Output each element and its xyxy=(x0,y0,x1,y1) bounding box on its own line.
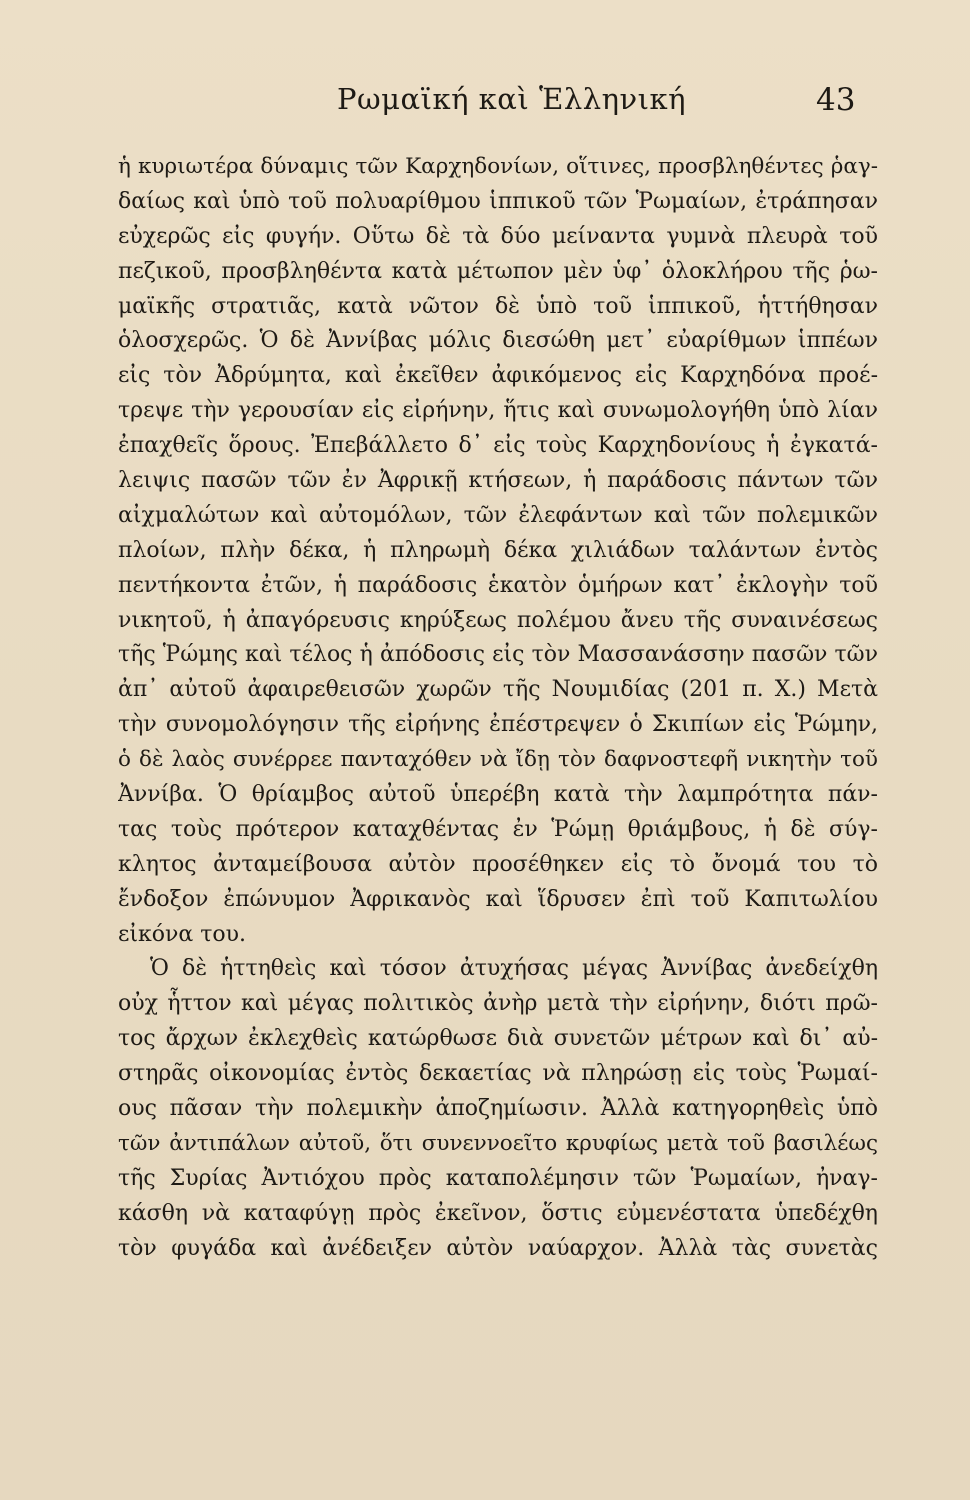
text-line: Ἀννίβα. Ὁ θρίαμβος αὐτοῦ ὑπερέβη κατὰ τὴν λαμπρότητα πάν- xyxy=(118,782,878,808)
running-title: Ρωμαϊκή καὶ Ἑλληνική xyxy=(337,82,687,116)
text-line: εἰς τὸν Ἀδρύμητα, καὶ ἐκεῖθεν ἀφικόμενος εἰς Καρχηδόνα προέ- xyxy=(118,363,878,389)
text-line: ἀπ᾽ αὐτοῦ ἀφαιρεθεισῶν χωρῶν τῆς Νουμιδίας (201 π. Χ.) Μετὰ xyxy=(118,677,878,703)
text-line: πεζικοῦ, προσβληθέντα κατὰ μέτωπον μὲν ὑφ᾽ ὁλοκλήρου τῆς ῥω- xyxy=(118,258,878,284)
text-line: ἔνδοξον ἐπώνυμον Ἀφρικανὸς καὶ ἵδρυσεν ἐπὶ τοῦ Καπιτωλίου xyxy=(118,886,878,912)
page-header xyxy=(0,82,970,130)
text-line: τῆς Ῥώμης καὶ τέλος ἡ ἀπόδοσις εἰς τὸν Μασσανάσσην πασῶν τῶν xyxy=(118,642,878,668)
text-line: τρεψε τὴν γερουσίαν εἰς εἰρήνην, ἥτις καὶ συνωμολογήθη ὑπὸ λίαν xyxy=(118,398,878,424)
text-line: κλητος ἀνταμείβουσα αὐτὸν προσέθηκεν εἰς τὸ ὄνομά του τὸ xyxy=(118,851,878,877)
text-line: τῆς Συρίας Ἀντιόχου πρὸς καταπολέμησιν τῶν Ῥωμαίων, ἠναγ- xyxy=(118,1165,878,1191)
text-line: στηρᾶς οἰκονομίας ἐντὸς δεκαετίας νὰ πληρώσῃ εἰς τοὺς Ῥωμαί- xyxy=(118,1061,878,1087)
text-line: τος ἄρχων ἐκλεχθεὶς κατώρθωσε διὰ συνετῶν μέτρων καὶ δι᾽ αὐ- xyxy=(118,1026,878,1052)
text-line: τὸν φυγάδα καὶ ἀνέδειξεν αὐτὸν ναύαρχον. Ἀλλὰ τὰς συνετὰς xyxy=(118,1235,878,1261)
text-line: ους πᾶσαν τὴν πολεμικὴν ἀποζημίωσιν. Ἀλλὰ κατηγορηθεὶς ὑπὸ xyxy=(118,1096,878,1122)
text-line: τὴν συνομολόγησιν τῆς εἰρήνης ἐπέστρεψεν ὁ Σκιπίων εἰς Ῥώμην, xyxy=(118,712,878,738)
text-line: ὁλοσχερῶς. Ὁ δὲ Ἀννίβας μόλις διεσώθη μετ᾽ εὐαρίθμων ἱππέων xyxy=(118,328,878,354)
text-line: κάσθη νὰ καταφύγῃ πρὸς ἐκεῖνον, ὅστις εὐμενέστατα ὑπεδέχθη xyxy=(118,1200,878,1226)
text-line: ἐπαχθεῖς ὅρους. Ἐπεβάλλετο δ᾽ εἰς τοὺς Καρχηδονίους ἡ ἐγκατά- xyxy=(118,433,878,459)
page-number: 43 xyxy=(816,82,856,118)
text-line: ἡ κυριωτέρα δύναμις τῶν Καρχηδονίων, οἵτινες, προσβληθέντες ῥαγ- xyxy=(118,154,878,179)
text-line: εὐχερῶς εἰς φυγήν. Οὕτω δὲ τὰ δύο μείναντα γυμνὰ πλευρὰ τοῦ xyxy=(118,223,878,249)
text-line: τῶν ἀντιπάλων αὐτοῦ, ὅτι συνεννοεῖτο κρυφίως μετὰ τοῦ βασιλέως xyxy=(118,1130,878,1156)
text-line: τας τοὺς πρότερον καταχθέντας ἐν Ῥώμῃ θριάμβους, ἡ δὲ σύγ- xyxy=(118,816,878,842)
text-line: οὐχ ἧττον καὶ μέγας πολιτικὸς ἀνὴρ μετὰ τὴν εἰρήνην, διότι πρῶ- xyxy=(118,991,878,1017)
text-line: αἰχμαλώτων καὶ αὐτομόλων, τῶν ἐλεφάντων καὶ τῶν πολεμικῶν xyxy=(118,502,878,528)
text-line: Ὁ δὲ ἡττηθεὶς καὶ τόσον ἀτυχήσας μέγας Ἀννίβας ἀνεδείχθη xyxy=(150,956,878,982)
text-line: λειψις πασῶν τῶν ἐν Ἀφρικῇ κτήσεων, ἡ παράδοσις πάντων τῶν xyxy=(118,468,878,494)
text-line: ὁ δὲ λαὸς συνέρρεε πανταχόθεν νὰ ἴδῃ τὸν δαφνοστεφῆ νικητὴν τοῦ xyxy=(118,747,878,773)
text-line: μαϊκῆς στρατιᾶς, κατὰ νῶτον δὲ ὑπὸ τοῦ ἱππικοῦ, ἡττήθησαν xyxy=(118,293,878,319)
text-line: δαίως καὶ ὑπὸ τοῦ πολυαρίθμου ἱππικοῦ τῶν Ῥωμαίων, ἐτράπησαν xyxy=(118,188,878,214)
text-line: πεντήκοντα ἐτῶν, ἡ παράδοσις ἑκατὸν ὁμήρων κατ᾽ ἐκλογὴν τοῦ xyxy=(118,572,878,598)
body-text xyxy=(118,150,878,1267)
text-line: νικητοῦ, ἡ ἀπαγόρευσις κηρύξεως πολέμου ἄνευ τῆς συναινέσεως xyxy=(118,607,878,633)
text-line: πλοίων, πλὴν δέκα, ἡ πληρωμὴ δέκα χιλιάδων ταλάντων ἐντὸς xyxy=(118,537,878,563)
text-line: εἰκόνα του. xyxy=(118,921,247,947)
